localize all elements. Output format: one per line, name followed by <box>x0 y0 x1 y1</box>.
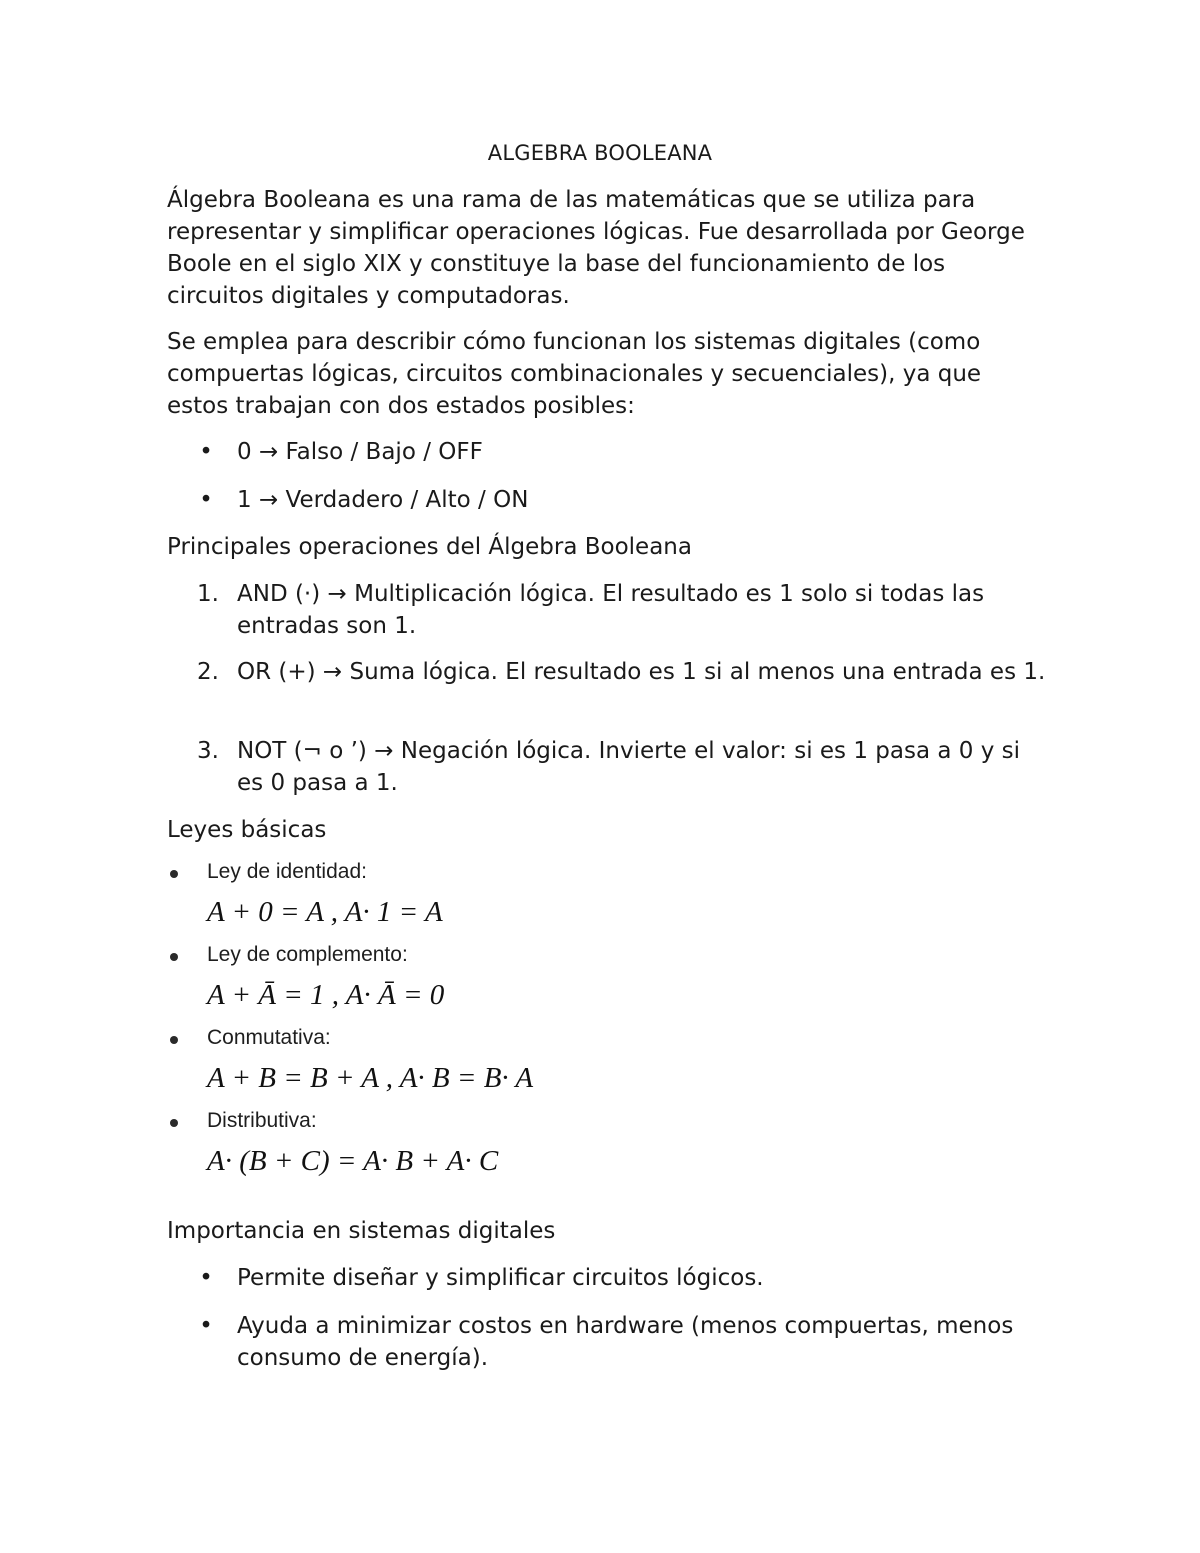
laws-heading: Leyes básicas <box>167 817 327 843</box>
bullet-icon: • <box>199 1265 213 1291</box>
list-item-text: Ayuda a minimizar costos en hardware (menos compuertas, menos consumo de energía). <box>237 1313 1014 1371</box>
operations-heading: Principales operaciones del Álgebra Booleana <box>167 534 692 560</box>
list-number: 3. <box>197 738 219 764</box>
law-formula-distributive: A· (B + C) = A· B + A· C <box>207 1145 499 1177</box>
bullet-icon <box>170 953 178 961</box>
importance-heading: Importancia en sistemas digitales <box>167 1218 556 1244</box>
list-number: 1. <box>197 581 219 607</box>
law-name-complement: Ley de complemento: <box>207 943 408 966</box>
bullet-icon: • <box>199 1313 213 1339</box>
list-number: 2. <box>197 659 219 685</box>
operation-text: OR (+) → Suma lógica. El resultado es 1 si al menos una entrada es 1. <box>237 659 1046 685</box>
list-item-text: Permite diseñar y simplificar circuitos lógicos. <box>237 1265 764 1291</box>
operation-text: NOT (¬ o ’) → Negación lógica. Invierte el valor: si es 1 pasa a 0 y si es 0 pasa a 1. <box>237 738 1021 796</box>
bullet-icon <box>170 1119 178 1127</box>
bullet-icon: • <box>199 487 213 513</box>
bullet-icon: • <box>199 439 213 465</box>
bullet-icon <box>170 870 178 878</box>
usage-paragraph: Se emplea para describir cómo funcionan los sistemas digitales (como compuertas lógicas, circuitos combinacionales y secuenciales), ya que estos trabajan con dos estados posibles: <box>167 329 982 419</box>
law-name-distributive: Distributiva: <box>207 1109 317 1132</box>
list-item-text: 1 → Verdadero / Alto / ON <box>237 487 529 513</box>
bullet-icon <box>170 1036 178 1044</box>
list-item-text: 0 → Falso / Bajo / OFF <box>237 439 483 465</box>
intro-paragraph: Álgebra Booleana es una rama de las matemáticas que se utiliza para representar y simplificar operaciones lógicas. Fue desarrollada por George Boole en el siglo XIX y constituye la base del funcionamiento de los circuitos digitales y computadoras. <box>167 187 1025 309</box>
operation-text: AND (·) → Multiplicación lógica. El resultado es 1 solo si todas las entradas son 1. <box>237 581 985 639</box>
document-title: ALGEBRA BOOLEANA <box>487 141 713 165</box>
law-name-identity: Ley de identidad: <box>207 860 367 883</box>
law-name-commutative: Conmutativa: <box>207 1026 331 1049</box>
law-formula-identity: A + 0 = A , A· 1 = A <box>207 896 443 928</box>
law-formula-commutative: A + B = B + A , A· B = B· A <box>207 1062 534 1094</box>
law-formula-complement: A + Ā = 1 , A· Ā = 0 <box>207 979 445 1011</box>
